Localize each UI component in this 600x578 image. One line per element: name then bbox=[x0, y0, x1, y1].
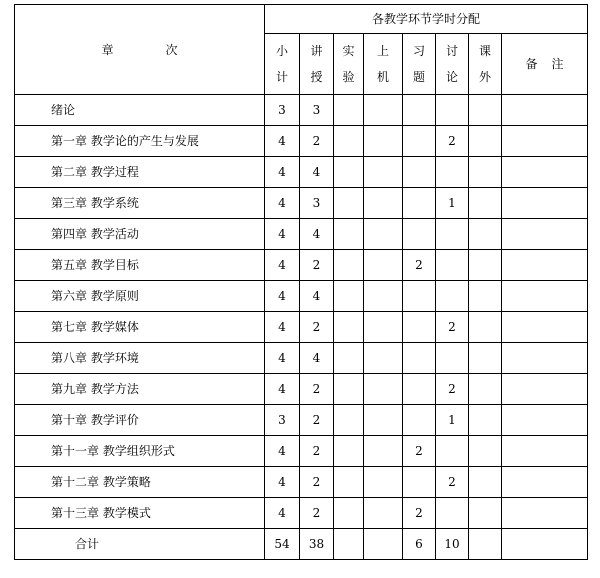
cell-extracurricular bbox=[469, 374, 502, 405]
cell-discussion: 2 bbox=[436, 126, 469, 157]
table-row bbox=[15, 126, 588, 157]
cell-discussion: 1 bbox=[436, 405, 469, 436]
col-header-line: 小 bbox=[275, 44, 288, 58]
cell-extracurricular bbox=[469, 188, 502, 219]
cell-extracurricular bbox=[469, 219, 502, 250]
col-header-discussion bbox=[436, 34, 469, 95]
cell-computer bbox=[364, 188, 403, 219]
cell-extracurricular bbox=[469, 405, 502, 436]
cell-notes bbox=[502, 126, 588, 157]
cell-lecture: 2 bbox=[300, 126, 334, 157]
cell-experiment bbox=[334, 436, 364, 467]
cell-experiment bbox=[334, 374, 364, 405]
cell-subtotal: 4 bbox=[265, 498, 300, 529]
chapter-name: 第二章 教学过程 bbox=[15, 157, 265, 188]
cell-computer bbox=[364, 374, 403, 405]
cell-experiment bbox=[334, 529, 364, 560]
cell-computer bbox=[364, 312, 403, 343]
cell-exercise: 2 bbox=[403, 498, 436, 529]
cell-computer bbox=[364, 250, 403, 281]
chapter-header-char2: 次 bbox=[165, 42, 178, 57]
col-header-line: 外 bbox=[478, 70, 491, 84]
cell-computer bbox=[364, 126, 403, 157]
cell-computer bbox=[364, 95, 403, 126]
cell-computer bbox=[364, 467, 403, 498]
chapter-name: 第十三章 教学模式 bbox=[15, 498, 265, 529]
cell-lecture: 4 bbox=[300, 343, 334, 374]
cell-discussion bbox=[436, 281, 469, 312]
cell-extracurricular bbox=[469, 250, 502, 281]
cell-notes bbox=[502, 467, 588, 498]
cell-discussion bbox=[436, 95, 469, 126]
chapter-name: 第四章 教学活动 bbox=[15, 219, 265, 250]
cell-extracurricular bbox=[469, 312, 502, 343]
cell-notes bbox=[502, 498, 588, 529]
cell-subtotal: 4 bbox=[265, 281, 300, 312]
cell-computer bbox=[364, 529, 403, 560]
cell-subtotal: 4 bbox=[265, 312, 300, 343]
cell-discussion bbox=[436, 250, 469, 281]
cell-extracurricular bbox=[469, 157, 502, 188]
cell-experiment bbox=[334, 312, 364, 343]
cell-discussion bbox=[436, 343, 469, 374]
cell-extracurricular bbox=[469, 281, 502, 312]
chapter-name: 第十章 教学评价 bbox=[15, 405, 265, 436]
chapter-name: 第十二章 教学策略 bbox=[15, 467, 265, 498]
cell-exercise bbox=[403, 281, 436, 312]
cell-experiment bbox=[334, 219, 364, 250]
cell-subtotal: 4 bbox=[265, 250, 300, 281]
cell-lecture: 2 bbox=[300, 436, 334, 467]
cell-experiment bbox=[334, 343, 364, 374]
table-row bbox=[15, 436, 588, 467]
cell-subtotal: 4 bbox=[265, 343, 300, 374]
cell-discussion bbox=[436, 219, 469, 250]
table-row bbox=[15, 498, 588, 529]
table-body bbox=[15, 5, 588, 560]
cell-notes bbox=[502, 157, 588, 188]
col-header-line: 计 bbox=[275, 70, 288, 84]
cell-extracurricular bbox=[469, 498, 502, 529]
chapter-name: 第五章 教学目标 bbox=[15, 250, 265, 281]
total-label: 合计 bbox=[15, 529, 265, 560]
cell-exercise bbox=[403, 343, 436, 374]
table-row bbox=[15, 467, 588, 498]
cell-lecture: 2 bbox=[300, 467, 334, 498]
col-header-line: 讨 bbox=[445, 44, 458, 58]
table-row bbox=[15, 374, 588, 405]
cell-lecture: 2 bbox=[300, 312, 334, 343]
cell-experiment bbox=[334, 405, 364, 436]
cell-extracurricular bbox=[469, 95, 502, 126]
table-row bbox=[15, 188, 588, 219]
cell-subtotal: 3 bbox=[265, 95, 300, 126]
cell-subtotal: 4 bbox=[265, 157, 300, 188]
col-header-line: 机 bbox=[376, 70, 389, 84]
col-header-extracurricular bbox=[469, 34, 502, 95]
chapter-name: 第一章 教学论的产生与发展 bbox=[15, 126, 265, 157]
table-row bbox=[15, 95, 588, 126]
cell-discussion bbox=[436, 436, 469, 467]
cell-subtotal: 4 bbox=[265, 126, 300, 157]
cell-discussion: 2 bbox=[436, 312, 469, 343]
cell-lecture: 38 bbox=[300, 529, 334, 560]
cell-notes bbox=[502, 374, 588, 405]
cell-exercise: 6 bbox=[403, 529, 436, 560]
cell-lecture: 3 bbox=[300, 95, 334, 126]
total-row bbox=[15, 529, 588, 560]
chapter-name: 第十一章 教学组织形式 bbox=[15, 436, 265, 467]
cell-lecture: 2 bbox=[300, 498, 334, 529]
cell-extracurricular bbox=[469, 467, 502, 498]
col-header-line: 习 bbox=[412, 44, 425, 58]
cell-exercise bbox=[403, 126, 436, 157]
col-header-line: 验 bbox=[342, 70, 355, 84]
cell-notes bbox=[502, 529, 588, 560]
cell-experiment bbox=[334, 281, 364, 312]
cell-notes bbox=[502, 312, 588, 343]
cell-experiment bbox=[334, 467, 364, 498]
cell-lecture: 2 bbox=[300, 405, 334, 436]
col-header-line: 课 bbox=[478, 44, 491, 58]
hours-group-header: 各教学环节学时分配 bbox=[265, 5, 588, 34]
table-row bbox=[15, 343, 588, 374]
table-row bbox=[15, 405, 588, 436]
cell-lecture: 2 bbox=[300, 374, 334, 405]
cell-experiment bbox=[334, 498, 364, 529]
cell-extracurricular bbox=[469, 436, 502, 467]
cell-notes bbox=[502, 343, 588, 374]
table-row bbox=[15, 250, 588, 281]
col-header-line: 授 bbox=[310, 70, 323, 84]
cell-experiment bbox=[334, 95, 364, 126]
cell-notes bbox=[502, 405, 588, 436]
cell-notes bbox=[502, 281, 588, 312]
chapter-header-char1: 章 bbox=[101, 42, 114, 57]
cell-subtotal: 4 bbox=[265, 436, 300, 467]
cell-discussion: 10 bbox=[436, 529, 469, 560]
cell-exercise bbox=[403, 405, 436, 436]
cell-extracurricular bbox=[469, 343, 502, 374]
cell-discussion bbox=[436, 498, 469, 529]
col-header-exercise bbox=[403, 34, 436, 95]
chapter-name: 第三章 教学系统 bbox=[15, 188, 265, 219]
cell-exercise bbox=[403, 219, 436, 250]
cell-discussion: 1 bbox=[436, 188, 469, 219]
cell-computer bbox=[364, 219, 403, 250]
cell-notes bbox=[502, 188, 588, 219]
cell-discussion: 2 bbox=[436, 467, 469, 498]
cell-computer bbox=[364, 343, 403, 374]
cell-computer bbox=[364, 281, 403, 312]
cell-experiment bbox=[334, 188, 364, 219]
cell-lecture: 3 bbox=[300, 188, 334, 219]
cell-extracurricular bbox=[469, 126, 502, 157]
col-header-line: 题 bbox=[412, 70, 425, 84]
cell-subtotal: 4 bbox=[265, 188, 300, 219]
cell-extracurricular bbox=[469, 529, 502, 560]
cell-exercise: 2 bbox=[403, 436, 436, 467]
col-header-line: 论 bbox=[445, 70, 458, 84]
chapter-name: 绪论 bbox=[15, 95, 265, 126]
cell-exercise bbox=[403, 95, 436, 126]
cell-exercise bbox=[403, 374, 436, 405]
cell-exercise bbox=[403, 157, 436, 188]
cell-lecture: 4 bbox=[300, 281, 334, 312]
cell-computer bbox=[364, 436, 403, 467]
cell-lecture: 4 bbox=[300, 219, 334, 250]
cell-subtotal: 4 bbox=[265, 467, 300, 498]
chapter-name: 第八章 教学环境 bbox=[15, 343, 265, 374]
cell-subtotal: 54 bbox=[265, 529, 300, 560]
cell-subtotal: 3 bbox=[265, 405, 300, 436]
cell-exercise bbox=[403, 188, 436, 219]
cell-computer bbox=[364, 498, 403, 529]
cell-computer bbox=[364, 157, 403, 188]
hours-allocation-table bbox=[14, 4, 588, 560]
col-header-computer bbox=[364, 34, 403, 95]
cell-notes bbox=[502, 436, 588, 467]
cell-experiment bbox=[334, 126, 364, 157]
notes-header-char2: 注 bbox=[551, 57, 564, 71]
cell-lecture: 4 bbox=[300, 157, 334, 188]
cell-exercise: 2 bbox=[403, 250, 436, 281]
chapter-name: 第九章 教学方法 bbox=[15, 374, 265, 405]
cell-computer bbox=[364, 405, 403, 436]
table-row bbox=[15, 219, 588, 250]
cell-exercise bbox=[403, 467, 436, 498]
chapter-name: 第六章 教学原则 bbox=[15, 281, 265, 312]
col-header-subtotal bbox=[265, 34, 300, 95]
col-header-notes bbox=[502, 34, 588, 95]
cell-exercise bbox=[403, 312, 436, 343]
cell-notes bbox=[502, 250, 588, 281]
table-row bbox=[15, 312, 588, 343]
table-row bbox=[15, 157, 588, 188]
cell-lecture: 2 bbox=[300, 250, 334, 281]
cell-notes bbox=[502, 219, 588, 250]
col-header-line: 上 bbox=[376, 44, 389, 58]
col-header-lecture bbox=[300, 34, 334, 95]
cell-experiment bbox=[334, 157, 364, 188]
cell-discussion: 2 bbox=[436, 374, 469, 405]
cell-subtotal: 4 bbox=[265, 374, 300, 405]
col-header-experiment bbox=[334, 34, 364, 95]
notes-header-char1: 备 bbox=[525, 57, 538, 71]
cell-subtotal: 4 bbox=[265, 219, 300, 250]
cell-notes bbox=[502, 95, 588, 126]
cell-experiment bbox=[334, 250, 364, 281]
table-row bbox=[15, 281, 588, 312]
col-header-line: 讲 bbox=[310, 44, 323, 58]
cell-discussion bbox=[436, 157, 469, 188]
header-row-top bbox=[15, 5, 588, 34]
col-header-line: 实 bbox=[342, 44, 355, 58]
chapter-column-header bbox=[15, 5, 265, 95]
chapter-name: 第七章 教学媒体 bbox=[15, 312, 265, 343]
